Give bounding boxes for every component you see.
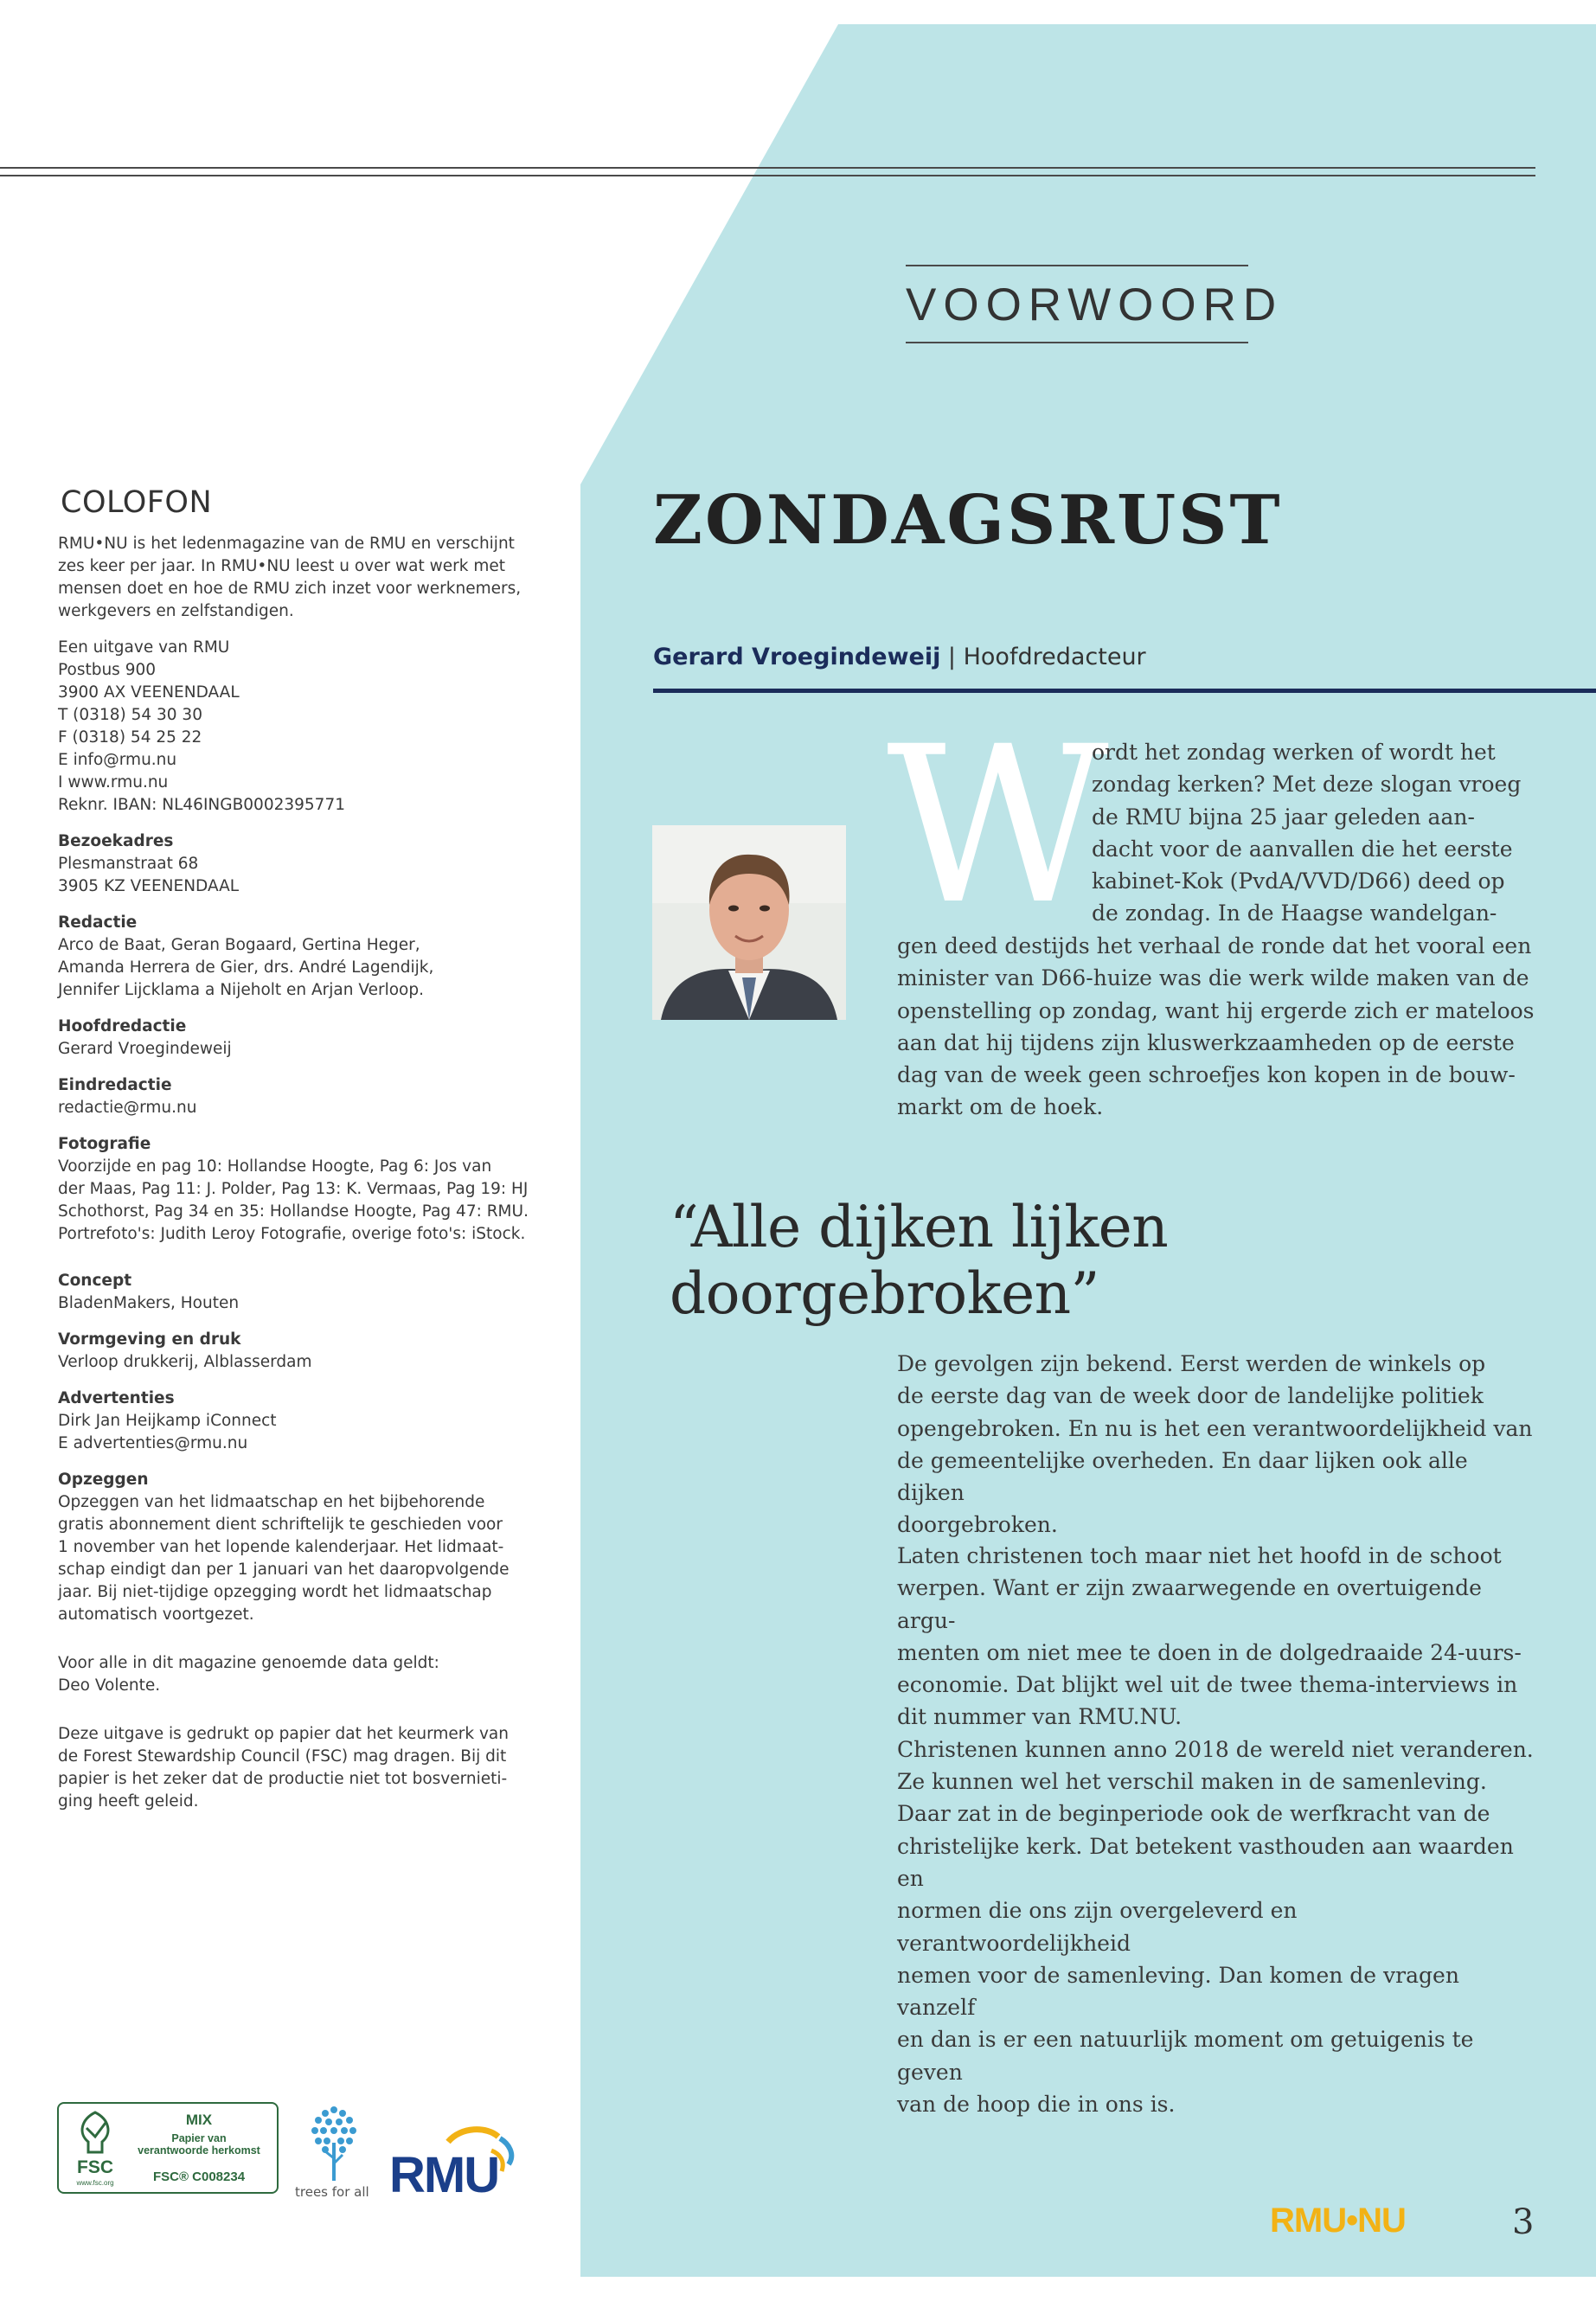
section-label: VOORWOORD xyxy=(906,265,1248,343)
text-line: werpen. Want er zijn zwaarwegende en overtuigende argu- xyxy=(897,1575,1482,1633)
text-line: dit nummer van RMU.NU. xyxy=(897,1704,1183,1730)
text-line: de RMU bijna 25 jaar geleden aan- xyxy=(1092,804,1475,830)
colofon-intro xyxy=(58,533,542,623)
text-line: nemen voor de samenleving. Dan komen de vragen vanzelf xyxy=(897,1962,1459,2021)
colofon-line: F (0318) 54 25 22 xyxy=(58,728,202,747)
text-line: christelijke kerk. Dat betekent vasthouden aan waarden en xyxy=(897,1833,1514,1891)
text-line: menten om niet mee te doen in de dolgedraaide 24-uurs- xyxy=(897,1639,1522,1665)
colofon-heading: Hoofdredactie xyxy=(58,1017,187,1035)
colofon-line: Dirk Jan Heijkamp iConnect xyxy=(58,1412,277,1430)
text-line: opengebroken. En nu is het een verantwoordelijkheid van xyxy=(897,1415,1533,1441)
text-line: en dan is er een natuurlijk moment om getuigenis te geven xyxy=(897,2027,1474,2085)
text-line: van de hoop die in ons is. xyxy=(897,2092,1176,2118)
fsc-subtitle-line: Papier van xyxy=(171,2132,227,2144)
author-role: Hoofdredacteur xyxy=(963,644,1146,670)
text-line: zondag kerken? Met deze slogan vroeg xyxy=(1092,772,1522,798)
text-line: Ze kunnen wel het verschil maken in de samenleving. xyxy=(897,1769,1487,1795)
colofon-line: E info@rmu.nu xyxy=(58,751,177,769)
text-line: ordt het zondag werken of wordt het xyxy=(1092,740,1496,765)
text-line: aan dat hij tijdens zijn kluswerkzaamheden op de eerste xyxy=(897,1029,1515,1055)
paragraph-consequences xyxy=(897,1348,1537,1541)
colofon-heading: Vormgeving en druk xyxy=(58,1330,241,1349)
fsc-subtitle xyxy=(121,2132,277,2157)
colofon-block-photo xyxy=(58,1133,542,1246)
colofon-line: papier is het zeker dat de productie niet tot bosvernieti- xyxy=(58,1770,508,1788)
colofon-line: Reknr. IBAN: NL46INGB0002395771 xyxy=(58,796,345,814)
colofon-heading: Concept xyxy=(58,1272,132,1290)
colofon-line: werkgevers en zelfstandigen. xyxy=(58,602,294,620)
colofon-fsc-note xyxy=(58,1723,542,1813)
colofon-block-cancel xyxy=(58,1469,542,1626)
colofon-line: Postbus 900 xyxy=(58,661,157,679)
text-line: Christenen kunnen anno 2018 de wereld niet veranderen. xyxy=(897,1736,1534,1762)
byline xyxy=(653,644,1146,670)
fsc-code: FSC® C008234 xyxy=(152,2170,246,2184)
rmu-logo-text: RMU xyxy=(389,2147,499,2198)
colofon xyxy=(58,485,542,1827)
fsc-url: www.fsc.org xyxy=(76,2179,114,2187)
colofon-block-editors xyxy=(58,912,542,1002)
paragraph-christians xyxy=(897,1540,1537,2120)
colofon-line: de Forest Stewardship Council (FSC) mag dragen. Bij dit xyxy=(58,1747,507,1766)
colofon-heading: Bezoekadres xyxy=(58,832,174,850)
author-portrait xyxy=(652,825,846,1020)
colofon-line: Amanda Herrera de Gier, drs. André Lagendijk, xyxy=(58,958,434,977)
colofon-line: der Maas, Pag 11: J. Polder, Pag 13: K. Vermaas, Pag 19: HJ xyxy=(58,1180,529,1198)
colofon-line: ging heeft geleid. xyxy=(58,1792,199,1811)
colofon-block-final-edit xyxy=(58,1074,542,1119)
colofon-line: Deze uitgave is gedrukt op papier dat het keurmerk van xyxy=(58,1725,509,1743)
colofon-line: Jennifer Lijcklama a Nijeholt en Arjan Verloop. xyxy=(58,981,424,999)
colofon-block-print xyxy=(58,1329,542,1374)
colofon-line: Plesmanstraat 68 xyxy=(58,855,199,873)
text-line: normen die ons zijn overgeleverd en verantwoordelijkheid xyxy=(897,1898,1298,1956)
trees-for-all-icon xyxy=(299,2098,369,2184)
colofon-line: 3905 KZ VEENENDAAL xyxy=(58,877,240,895)
text-line: openstelling op zondag, want hij ergerde zich er mateloos xyxy=(897,997,1535,1023)
trees-for-all-label: trees for all xyxy=(295,2184,369,2200)
colofon-line: 3900 AX VEENENDAAL xyxy=(58,683,240,702)
colofon-heading: Opzeggen xyxy=(58,1471,149,1489)
colofon-line: Deo Volente. xyxy=(58,1676,161,1695)
colofon-line: schap eindigt dan per 1 januari van het daaropvolgende xyxy=(58,1561,510,1579)
author-name: Gerard Vroegindeweij xyxy=(653,644,941,670)
header-rule xyxy=(0,167,1535,176)
colofon-line: Portrefoto's: Judith Leroy Fotografie, overige foto's: iStock. xyxy=(58,1225,526,1243)
fsc-tree-icon xyxy=(69,2107,121,2189)
colofon-block-chief xyxy=(58,1016,542,1061)
colofon-line: Schothorst, Pag 34 en 35: Hollandse Hoogte, Pag 47: RMU. xyxy=(58,1202,529,1221)
text-line: de zondag. In de Haagse wandelgan- xyxy=(1092,901,1497,926)
text-line: de gemeentelijke overheden. En daar lijken ook alle dijken xyxy=(897,1447,1468,1506)
fsc-mix-label: MIX xyxy=(185,2112,213,2128)
magazine-brand: RMU•NU xyxy=(1270,2202,1406,2240)
text-line: de eerste dag van de week door de landelijke politiek xyxy=(897,1383,1484,1409)
colofon-title: COLOFON xyxy=(61,485,213,520)
article-title: ZONDAGSRUST xyxy=(653,481,1283,560)
text-line: dacht voor de aanvallen die het eerste xyxy=(1092,836,1513,862)
intro-continuation xyxy=(897,930,1537,1124)
colofon-block-visit xyxy=(58,830,542,898)
text-line: kabinet-Kok (PvdA/VVD/D66) deed op xyxy=(1092,868,1505,894)
text-line: markt om de hoek. xyxy=(897,1094,1104,1120)
byline-separator: | xyxy=(940,644,964,670)
colofon-heading: Fotografie xyxy=(58,1135,151,1153)
colofon-data-note xyxy=(58,1652,542,1697)
colofon-publisher xyxy=(58,637,542,817)
colofon-line: I www.rmu.nu xyxy=(58,773,169,792)
page-number: 3 xyxy=(1512,2202,1535,2242)
text-line: Daar zat in de beginperiode ook de werfkracht van de xyxy=(897,1801,1490,1827)
colofon-line: Gerard Vroegindeweij xyxy=(58,1040,232,1058)
text-line: dag van de week geen schroefjes kon kopen in de bouw- xyxy=(897,1062,1516,1088)
text-line: doorgebroken. xyxy=(897,1512,1058,1538)
colofon-heading: Redactie xyxy=(58,913,138,932)
fsc-subtitle-line: verantwoorde herkomst xyxy=(138,2144,260,2157)
text-line: minister van D66-huize was die werk wilde maken van de xyxy=(897,965,1529,991)
colofon-block-concept xyxy=(58,1270,542,1315)
colofon-line: Een uitgave van RMU xyxy=(58,638,230,657)
colofon-line: redactie@rmu.nu xyxy=(58,1099,197,1117)
byline-rule xyxy=(653,689,1596,693)
colofon-line: Arco de Baat, Geran Bogaard, Gertina Heger, xyxy=(58,936,420,954)
colofon-line: automatisch voortgezet. xyxy=(58,1606,254,1624)
colofon-line: Voor alle in dit magazine genoemde data geldt: xyxy=(58,1654,439,1672)
text-line: De gevolgen zijn bekend. Eerst werden de winkels op xyxy=(897,1351,1486,1376)
colofon-line: jaar. Bij niet-tijdige opzegging wordt het lidmaatschap xyxy=(58,1583,492,1601)
text-line: economie. Dat blijkt wel uit de twee thema-interviews in xyxy=(897,1672,1518,1698)
colofon-line: 1 november van het lopende kalenderjaar. Het lidmaat- xyxy=(58,1538,504,1556)
colofon-block-ads xyxy=(58,1388,542,1455)
text-line: gen deed destijds het verhaal de ronde dat het vooral een xyxy=(897,933,1532,958)
colofon-line: zes keer per jaar. In RMU•NU leest u over wat werk met xyxy=(58,557,505,575)
fsc-label: FSC xyxy=(77,2157,113,2177)
colofon-line: RMU•NU is het ledenmagazine van de RMU en verschijnt xyxy=(58,535,515,553)
colofon-line: Opzeggen van het lidmaatschap en het bijbehorende xyxy=(58,1493,485,1511)
colofon-line: Verloop drukkerij, Alblasserdam xyxy=(58,1353,312,1371)
colofon-line: mensen doet en hoe de RMU zich inzet voor werknemers, xyxy=(58,580,522,598)
text-line: Laten christenen toch maar niet het hoofd in de schoot xyxy=(897,1543,1502,1568)
drop-cap: W xyxy=(887,700,1109,952)
colofon-line: T (0318) 54 30 30 xyxy=(58,706,202,724)
colofon-line: BladenMakers, Houten xyxy=(58,1294,240,1312)
colofon-line: E advertenties@rmu.nu xyxy=(58,1434,248,1452)
pull-quote: “Alle dijken lijken doorgebroken” xyxy=(670,1194,1169,1327)
colofon-line: Voorzijde en pag 10: Hollandse Hoogte, Pag 6: Jos van xyxy=(58,1157,492,1176)
rmu-logo xyxy=(388,2125,535,2198)
colofon-line: gratis abonnement dient schriftelijk te geschieden voor xyxy=(58,1516,503,1534)
intro-right-column xyxy=(1092,736,1524,930)
colofon-heading: Eindredactie xyxy=(58,1076,172,1094)
colofon-heading: Advertenties xyxy=(58,1389,175,1407)
